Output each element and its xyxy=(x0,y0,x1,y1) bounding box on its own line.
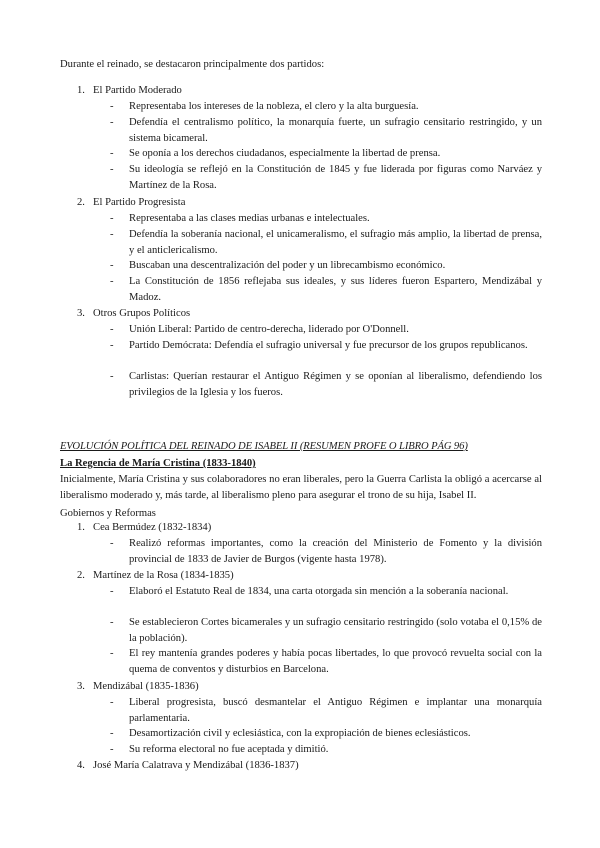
bullet-dash: - xyxy=(110,538,114,549)
bullet-dash: - xyxy=(110,117,114,128)
bullet-text: Realizó reformas importantes, como la creación del Ministerio de Fomento y la división provincial de 1833 de Javier de Burgos (vigente hasta 1978). xyxy=(129,538,542,565)
government-title: Martínez de la Rosa (1834-1835) xyxy=(93,570,234,581)
bullet-text: Partido Demócrata: Defendía el sufragio universal y fue precursor de los grupos republicanos. xyxy=(129,340,528,351)
bullet-dash: - xyxy=(110,586,114,597)
regency-paragraph: Inicialmente, María Cristina y sus colaboradores no eran liberales, pero la Guerra Carlista la obligó a acercarse al liberalismo moderado y, más tarde, al liberalismo pleno para asegurar el trono de su hija, Isabel II. xyxy=(60,474,542,501)
bullet-text: Representaba los intereses de la nobleza, el clero y la alta burguesía. xyxy=(129,101,419,112)
bullet-text: Su ideología se reflejó en la Constitución de 1845 y fue liderada por figuras como Narváez y Martínez de la Rosa. xyxy=(129,164,542,191)
bullet-dash: - xyxy=(110,371,114,382)
party-title: El Partido Progresista xyxy=(93,197,186,208)
bullet-text: Defendía el centralismo político, la monarquía fuerte, un sufragio censitario restringido, y un sistema bicameral. xyxy=(129,117,542,144)
section-heading: EVOLUCIÓN POLÍTICA DEL REINADO DE ISABEL II (RESUMEN PROFE O LIBRO PÁG 96) xyxy=(60,441,468,452)
bullet-dash: - xyxy=(110,728,114,739)
bullet-text: Se oponía a los derechos ciudadanos, especialmente la libertad de prensa. xyxy=(129,148,441,159)
bullet-dash: - xyxy=(110,324,114,335)
bullet-dash: - xyxy=(110,229,114,240)
bullet-dash: - xyxy=(110,276,114,287)
government-title: Cea Bermúdez (1832-1834) xyxy=(93,522,212,533)
bullet-text: Buscaban una descentralización del poder y un librecambismo económico. xyxy=(129,260,446,271)
regency-heading: La Regencia de María Cristina (1833-1840) xyxy=(60,458,256,469)
bullet-dash: - xyxy=(110,648,114,659)
government-title: José María Calatrava y Mendizábal (1836-1837) xyxy=(93,760,299,771)
list-number: 3. xyxy=(77,681,85,692)
bullet-dash: - xyxy=(110,697,114,708)
bullet-dash: - xyxy=(110,148,114,159)
bullet-dash: - xyxy=(110,617,114,628)
bullet-text: Se establecieron Cortes bicamerales y un sufragio censitario restringido (solo votaba el 0,15% de la población). xyxy=(129,617,542,644)
bullet-text: El rey mantenía grandes poderes y había pocas libertades, lo que provocó revuelta social con la quema de conventos y disturbios en Barcelona. xyxy=(129,648,542,675)
bullet-dash: - xyxy=(110,101,114,112)
party-title: Otros Grupos Políticos xyxy=(93,308,191,319)
bullet-dash: - xyxy=(110,213,114,224)
bullet-dash: - xyxy=(110,260,114,271)
bullet-dash: - xyxy=(110,744,114,755)
list-number: 1. xyxy=(77,522,85,533)
bullet-text: Desamortización civil y eclesiástica, con la expropiación de bienes eclesiásticos. xyxy=(129,728,471,739)
bullet-dash: - xyxy=(110,340,114,351)
list-number: 4. xyxy=(77,760,85,771)
bullet-text: Representaba a las clases medias urbanas e intelectuales. xyxy=(129,213,370,224)
bullet-text: Elaboró el Estatuto Real de 1834, una carta otorgada sin mención a la soberanía nacional. xyxy=(129,586,509,597)
governments-title: Gobiernos y Reformas xyxy=(60,508,156,519)
bullet-dash: - xyxy=(110,164,114,175)
bullet-text: Su reforma electoral no fue aceptada y dimitió. xyxy=(129,744,329,755)
bullet-text: Unión Liberal: Partido de centro-derecha, liderado por O'Donnell. xyxy=(129,324,409,335)
list-number: 3. xyxy=(77,308,85,319)
party-title: El Partido Moderado xyxy=(93,85,182,96)
bullet-text: La Constitución de 1856 reflejaba sus ideales, y sus líderes fueron Espartero, Mendizábal y Madoz. xyxy=(129,276,542,303)
government-title: Mendizábal (1835-1836) xyxy=(93,681,199,692)
bullet-text: Carlistas: Querían restaurar el Antiguo Régimen y se oponían al liberalismo, defendiendo los privilegios de la Iglesia y los fueros. xyxy=(129,371,542,398)
list-number: 2. xyxy=(77,197,85,208)
bullet-text: Liberal progresista, buscó desmantelar el Antiguo Régimen e implantar una monarquía parlamentaria. xyxy=(129,697,542,724)
bullet-text: Defendía la soberanía nacional, el unicameralismo, el sufragio más amplio, la libertad de prensa, y el anticlericalismo. xyxy=(129,229,542,256)
list-number: 1. xyxy=(77,85,85,96)
intro-text: Durante el reinado, se destacaron principalmente dos partidos: xyxy=(60,59,325,70)
list-number: 2. xyxy=(77,570,85,581)
